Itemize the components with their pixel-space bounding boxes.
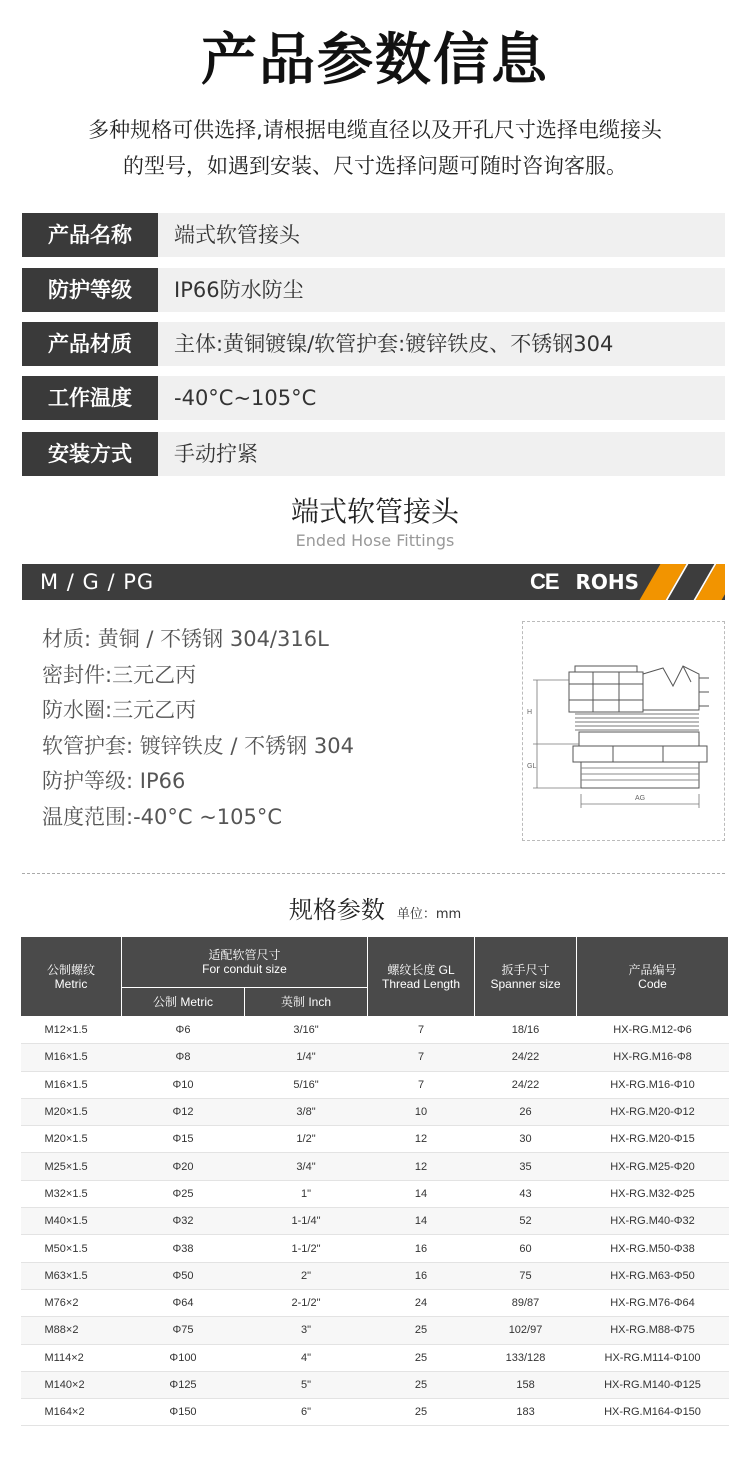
- cell-thread-length: 7: [368, 1017, 475, 1044]
- cell-conduit-inch: 1-1/4": [245, 1208, 368, 1235]
- cell-spanner: 24/22: [475, 1071, 577, 1098]
- cell-metric: M20×1.5: [21, 1098, 122, 1125]
- cell-metric: M12×1.5: [21, 1017, 122, 1044]
- cell-spanner: 52: [475, 1208, 577, 1235]
- cell-conduit-metric: Φ25: [122, 1180, 245, 1207]
- cell-conduit-metric: Φ150: [122, 1399, 245, 1426]
- product-title: 端式软管接头: [290, 495, 459, 528]
- header-conduit: 适配软管尺寸 For conduit size: [122, 937, 368, 988]
- cell-metric: M114×2: [21, 1344, 122, 1371]
- cell-thread-length: 25: [368, 1371, 475, 1398]
- spec-row-install: [22, 432, 725, 476]
- cell-conduit-inch: 6": [245, 1399, 368, 1426]
- cell-code: HX-RG.M20-Φ15: [577, 1126, 729, 1153]
- product-subtitle: Ended Hose Fittings: [295, 531, 455, 550]
- cell-spanner: 102/97: [475, 1317, 577, 1344]
- table-row: [21, 1044, 729, 1071]
- cell-thread-length: 12: [368, 1126, 475, 1153]
- cell-metric: M32×1.5: [21, 1180, 122, 1207]
- cell-thread-length: 24: [368, 1289, 475, 1316]
- material-item: 软管护套: 镀锌铁皮 / 不锈钢 304: [42, 733, 354, 758]
- cell-spanner: 60: [475, 1235, 577, 1262]
- spec-label: 安装方式: [22, 432, 158, 476]
- intro-line: 的型号，如遇到安装、尺寸选择问题可随时咨询客服。: [123, 154, 627, 178]
- material-item: 防水圈:三元乙丙: [42, 698, 197, 723]
- cell-conduit-inch: 2-1/2": [245, 1289, 368, 1316]
- header-thread-length: 螺纹长度 GL Thread Length: [368, 937, 475, 1017]
- fitting-drawing-icon: [523, 622, 724, 840]
- table-row: [21, 1098, 729, 1125]
- cell-code: HX-RG.M114-Φ100: [577, 1344, 729, 1371]
- table-row: [21, 1344, 729, 1371]
- spec-row-name: [22, 213, 725, 257]
- cell-code: HX-RG.M88-Φ75: [577, 1317, 729, 1344]
- spec-table-body: [21, 1017, 729, 1426]
- cell-metric: M50×1.5: [21, 1235, 122, 1262]
- thread-types: M / G / PG: [40, 570, 155, 594]
- cell-thread-length: 7: [368, 1071, 475, 1098]
- header-code: 产品编号 Code: [577, 937, 729, 1017]
- cell-conduit-inch: 5": [245, 1371, 368, 1398]
- cell-thread-length: 16: [368, 1235, 475, 1262]
- fitting-drawing: [522, 621, 725, 841]
- spec-label: 防护等级: [22, 268, 158, 312]
- material-list: [42, 622, 354, 836]
- material-item: 材质: 黄铜 / 不锈钢 304/316L: [42, 627, 329, 651]
- spec-row-temperature: [22, 376, 725, 420]
- table-row: [21, 1180, 729, 1207]
- cell-spanner: 158: [475, 1371, 577, 1398]
- spec-value: 主体:黄铜镀镍/软管护套:镀锌铁皮、不锈钢304: [174, 332, 614, 356]
- cell-conduit-metric: Φ38: [122, 1235, 245, 1262]
- header-spanner: 扳手尺寸 Spanner size: [475, 937, 577, 1017]
- cell-spanner: 24/22: [475, 1044, 577, 1071]
- cell-conduit-metric: Φ8: [122, 1044, 245, 1071]
- cell-conduit-metric: Φ10: [122, 1071, 245, 1098]
- spec-table-title: 规格参数: [288, 896, 385, 924]
- cell-code: HX-RG.M20-Φ12: [577, 1098, 729, 1125]
- cell-conduit-metric: Φ125: [122, 1371, 245, 1398]
- spec-table: [20, 936, 729, 1426]
- table-row: [21, 1017, 729, 1044]
- cell-spanner: 75: [475, 1262, 577, 1289]
- spec-value: 端式软管接头: [174, 223, 300, 247]
- cell-thread-length: 14: [368, 1208, 475, 1235]
- cell-thread-length: 10: [368, 1098, 475, 1125]
- cell-code: HX-RG.M40-Φ32: [577, 1208, 729, 1235]
- header-conduit-metric: 公制 Metric: [122, 988, 245, 1017]
- cell-conduit-inch: 2": [245, 1262, 368, 1289]
- material-item: 防护等级: IP66: [42, 769, 186, 794]
- cell-conduit-metric: Φ32: [122, 1208, 245, 1235]
- table-row: [21, 1262, 729, 1289]
- table-row: [21, 1153, 729, 1180]
- cell-conduit-metric: Φ50: [122, 1262, 245, 1289]
- spec-value: IP66防水防尘: [174, 278, 304, 302]
- table-row: [21, 1208, 729, 1235]
- intro-line: 多种规格可供选择,请根据电缆直径以及开孔尺寸选择电缆接头: [88, 118, 662, 142]
- table-row: [21, 1289, 729, 1316]
- cell-code: HX-RG.M50-Φ38: [577, 1235, 729, 1262]
- cert-marks: [530, 564, 639, 600]
- cell-thread-length: 7: [368, 1044, 475, 1071]
- cell-conduit-inch: 3": [245, 1317, 368, 1344]
- cell-conduit-inch: 1/4": [245, 1044, 368, 1071]
- cell-conduit-metric: Φ6: [122, 1017, 245, 1044]
- cell-code: HX-RG.M140-Φ125: [577, 1371, 729, 1398]
- spec-label: 产品材质: [22, 322, 158, 366]
- cell-metric: M63×1.5: [21, 1262, 122, 1289]
- rohs-label: ROHS: [575, 570, 640, 594]
- cell-spanner: 18/16: [475, 1017, 577, 1044]
- cell-metric: M20×1.5: [21, 1126, 122, 1153]
- cell-conduit-inch: 3/16": [245, 1017, 368, 1044]
- cell-thread-length: 12: [368, 1153, 475, 1180]
- cell-spanner: 183: [475, 1399, 577, 1426]
- cell-code: HX-RG.M16-Φ10: [577, 1071, 729, 1098]
- material-item: 温度范围:-40°C ~105°C: [42, 804, 283, 829]
- spec-table-heading: [0, 893, 750, 932]
- page-title: 产品参数信息: [201, 28, 549, 93]
- cell-conduit-inch: 3/8": [245, 1098, 368, 1125]
- cell-conduit-inch: 5/16": [245, 1071, 368, 1098]
- cell-spanner: 35: [475, 1153, 577, 1180]
- header-conduit-inch: 英制 Inch: [245, 988, 368, 1017]
- ce-mark-icon: CE: [530, 569, 559, 594]
- table-row: [21, 1126, 729, 1153]
- cell-conduit-inch: 1-1/2": [245, 1235, 368, 1262]
- cell-code: HX-RG.M16-Φ8: [577, 1044, 729, 1071]
- header-metric: 公制螺纹 Metric: [21, 937, 122, 1017]
- section-divider: [22, 873, 725, 874]
- cell-thread-length: 25: [368, 1344, 475, 1371]
- cell-conduit-metric: Φ15: [122, 1126, 245, 1153]
- cell-spanner: 26: [475, 1098, 577, 1125]
- cell-conduit-metric: Φ12: [122, 1098, 245, 1125]
- cell-metric: M16×1.5: [21, 1071, 122, 1098]
- cell-spanner: 133/128: [475, 1344, 577, 1371]
- cell-spanner: 30: [475, 1126, 577, 1153]
- spec-value: -40°C~105°C: [174, 386, 317, 410]
- cell-spanner: 89/87: [475, 1289, 577, 1316]
- table-row: [21, 1371, 729, 1398]
- table-row: [21, 1235, 729, 1262]
- cert-band: [22, 564, 725, 600]
- cell-conduit-inch: 3/4": [245, 1153, 368, 1180]
- spec-row-material: [22, 322, 725, 366]
- dimension-label-gl: GL: [527, 763, 537, 770]
- cell-conduit-inch: 1": [245, 1180, 368, 1207]
- spec-label: 工作温度: [22, 376, 158, 420]
- spec-table-unit: 单位：mm: [396, 907, 462, 922]
- cell-conduit-metric: Φ20: [122, 1153, 245, 1180]
- material-item: 密封件:三元乙丙: [42, 662, 197, 687]
- cell-conduit-metric: Φ64: [122, 1289, 245, 1316]
- spec-value: 手动拧紧: [174, 442, 258, 466]
- cell-code: HX-RG.M25-Φ20: [577, 1153, 729, 1180]
- intro-text: [0, 112, 750, 184]
- cell-metric: M164×2: [21, 1399, 122, 1426]
- cell-thread-length: 25: [368, 1317, 475, 1344]
- cell-thread-length: 25: [368, 1399, 475, 1426]
- cell-conduit-inch: 4": [245, 1344, 368, 1371]
- dimension-label-h: H: [527, 709, 533, 716]
- cell-code: HX-RG.M164-Φ150: [577, 1399, 729, 1426]
- spec-row-protection: [22, 268, 725, 312]
- cell-metric: M25×1.5: [21, 1153, 122, 1180]
- spec-label: 产品名称: [22, 213, 158, 257]
- cell-metric: M76×2: [21, 1289, 122, 1316]
- cell-conduit-metric: Φ100: [122, 1344, 245, 1371]
- cell-metric: M40×1.5: [21, 1208, 122, 1235]
- cell-metric: M140×2: [21, 1371, 122, 1398]
- table-row: [21, 1071, 729, 1098]
- cell-code: HX-RG.M63-Φ50: [577, 1262, 729, 1289]
- cell-metric: M88×2: [21, 1317, 122, 1344]
- cell-conduit-metric: Φ75: [122, 1317, 245, 1344]
- cell-conduit-inch: 1/2": [245, 1126, 368, 1153]
- table-row: [21, 1317, 729, 1344]
- cell-spanner: 43: [475, 1180, 577, 1207]
- cell-code: HX-RG.M76-Φ64: [577, 1289, 729, 1316]
- cell-thread-length: 14: [368, 1180, 475, 1207]
- cell-code: HX-RG.M32-Φ25: [577, 1180, 729, 1207]
- cell-thread-length: 16: [368, 1262, 475, 1289]
- dimension-label-ag: AG: [635, 795, 646, 802]
- cell-metric: M16×1.5: [21, 1044, 122, 1071]
- cell-code: HX-RG.M12-Φ6: [577, 1017, 729, 1044]
- table-row: [21, 1399, 729, 1426]
